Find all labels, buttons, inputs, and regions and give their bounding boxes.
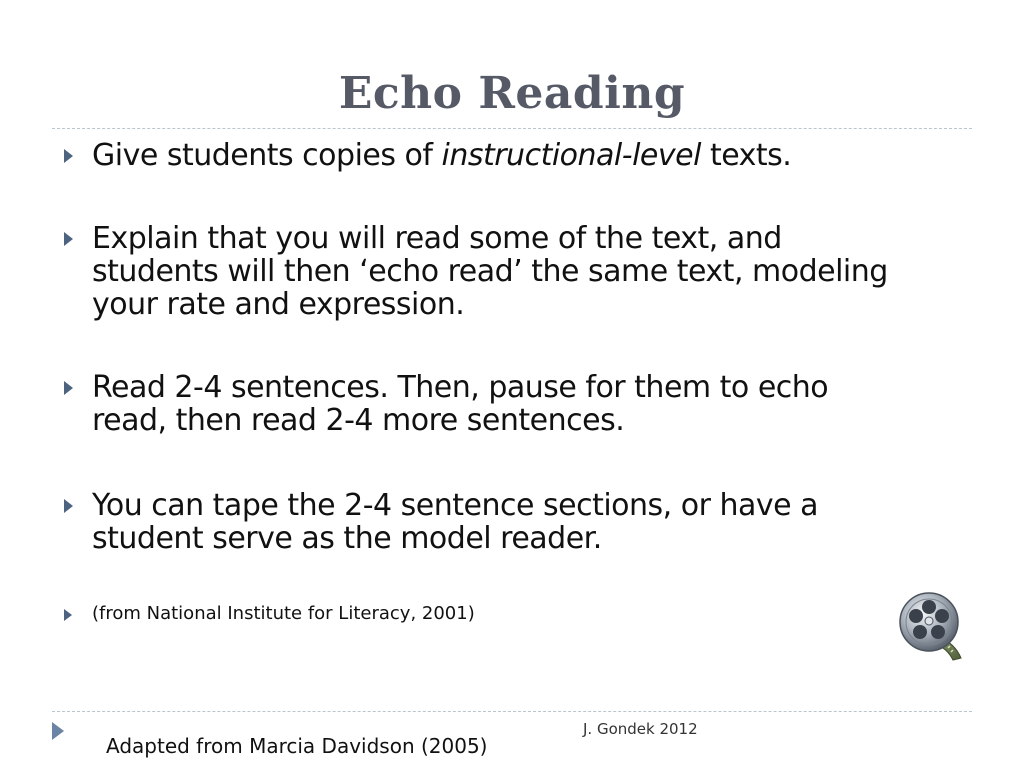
footer-divider (52, 711, 972, 712)
bullet-text (92, 222, 977, 321)
bullet-text-part: texts. (700, 138, 792, 173)
bullet-text (92, 371, 977, 437)
bullet-line: read, then read 2-4 more sentences. (92, 403, 625, 438)
bullet-text (92, 139, 977, 172)
footer-source: Adapted from Marcia Davidson (2005) (106, 734, 488, 758)
bullet-text: (from National Institute for Literacy, 2001) (92, 603, 475, 624)
bullet-text (92, 489, 977, 555)
bullet-arrow-icon (64, 499, 73, 513)
bullet-line: student serve as the model reader. (92, 521, 602, 556)
bullet-arrow-icon (64, 232, 73, 246)
footer-arrow-icon (52, 722, 64, 740)
bullet-text-part: Give students copies of (92, 138, 442, 173)
bullet-line: You can tape the 2-4 sentence sections, or have a (92, 488, 818, 523)
bullet-text-emphasis: instructional-level (441, 138, 701, 173)
slide-title: Echo Reading (338, 68, 686, 119)
bullet-arrow-icon (64, 381, 73, 395)
bullet-line: Explain that you will read some of the text, and (92, 221, 782, 256)
film-reel-icon[interactable] (897, 592, 969, 662)
bullet-arrow-icon (64, 609, 72, 621)
bullet-line: students will then ‘echo read’ the same text, modeling (92, 254, 888, 289)
bullet-line: your rate and expression. (92, 287, 465, 322)
bullet-arrow-icon (64, 149, 73, 163)
bullet-line: Read 2-4 sentences. Then, pause for them to echo (92, 370, 829, 405)
footer-credit: J. Gondek 2012 (583, 720, 698, 738)
